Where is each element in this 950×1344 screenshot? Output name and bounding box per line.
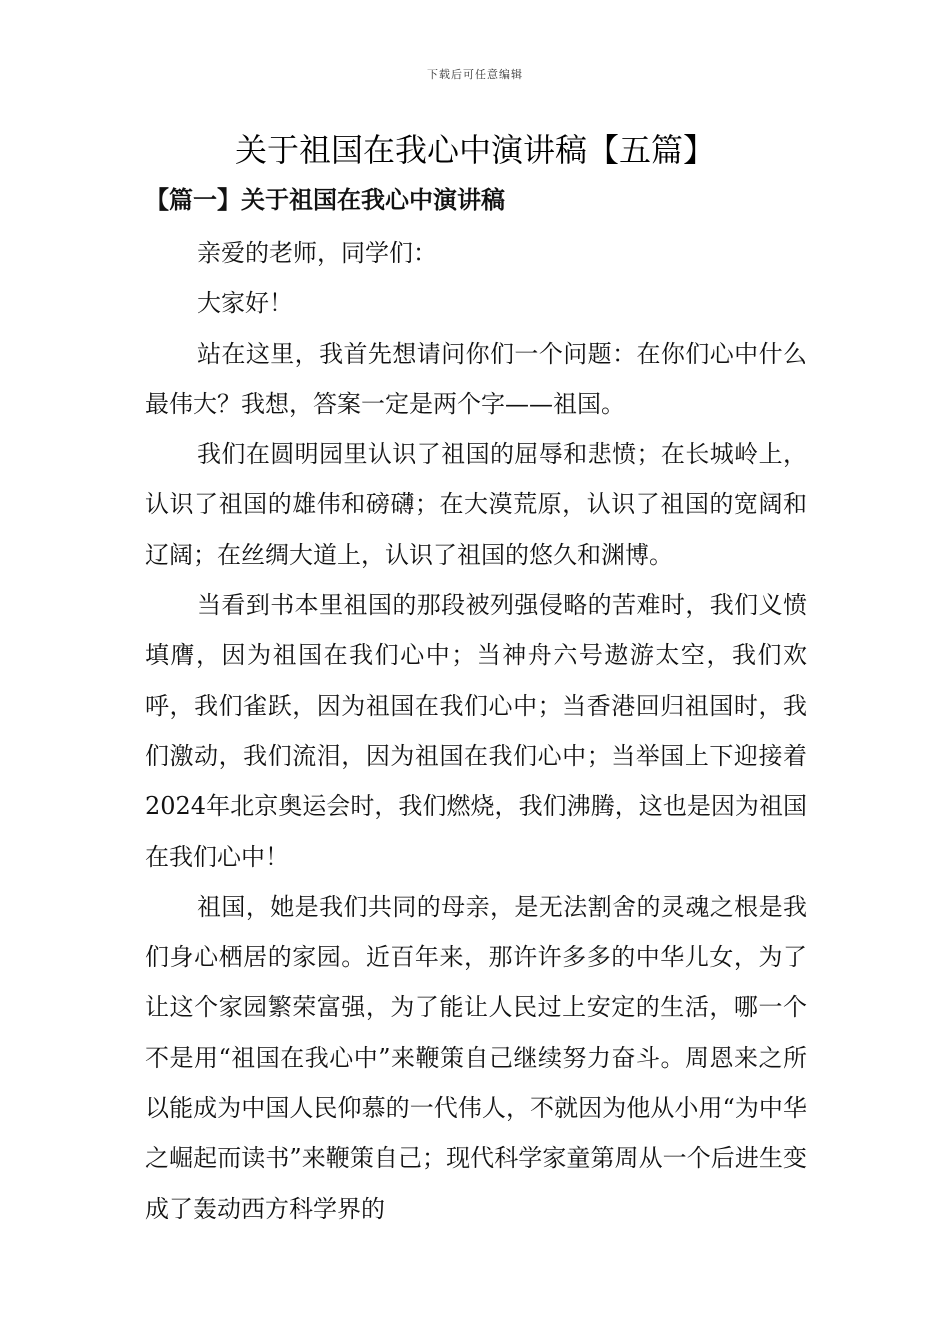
header-note: 下载后可任意编辑 xyxy=(427,68,523,81)
paragraph-question: 站在这里，我首先想请问你们一个问题：在你们心中什么最伟大？我想，答案一定是两个字——祖国。 xyxy=(145,339,807,418)
document-body xyxy=(145,228,807,1234)
section-heading: 【篇一】关于祖国在我心中演讲稿 xyxy=(145,185,505,214)
paragraph-events: 当看到书本里祖国的那段被列强侵略的苦难时，我们义愤填膺，因为祖国在我们心中；当神舟六号遨游太空，我们欢呼，我们雀跃，因为祖国在我们心中；当香港回归祖国时，我们激动，我们流泪，因为祖国在我们心中；当举国上下迎接着2024年北京奥运会时，我们燃烧，我们沸腾，这也是因为祖国在我们心中！ xyxy=(145,591,807,871)
paragraph-greeting: 亲爱的老师，同学们： xyxy=(197,239,437,267)
paragraph-salutation: 大家好！ xyxy=(197,289,293,318)
paragraph-landmarks: 我们在圆明园里认识了祖国的屈辱和悲愤；在长城岭上，认识了祖国的雄伟和磅礴；在大漠荒原，认识了祖国的宽阔和辽阔；在丝绸大道上，认识了祖国的悠久和渊博。 xyxy=(145,440,807,569)
document-title: 关于祖国在我心中演讲稿【五篇】 xyxy=(234,131,715,169)
paragraph-motherland: 祖国，她是我们共同的母亲，是无法割舍的灵魂之根是我们身心栖居的家园。近百年来，那许许多多的中华儿女，为了让这个家园繁荣富强，为了能让人民过上安定的生活，哪一个不是用“祖国在我心中”来鞭策自己继续努力奋斗。周恩来之所以能成为中国人民仰慕的一代伟人，不就因为他从小用“为中华之崛起而读书”来鞭策自己；现代科学家童第周从一个后进生变成了轰动西方科学界的 xyxy=(145,892,807,1223)
